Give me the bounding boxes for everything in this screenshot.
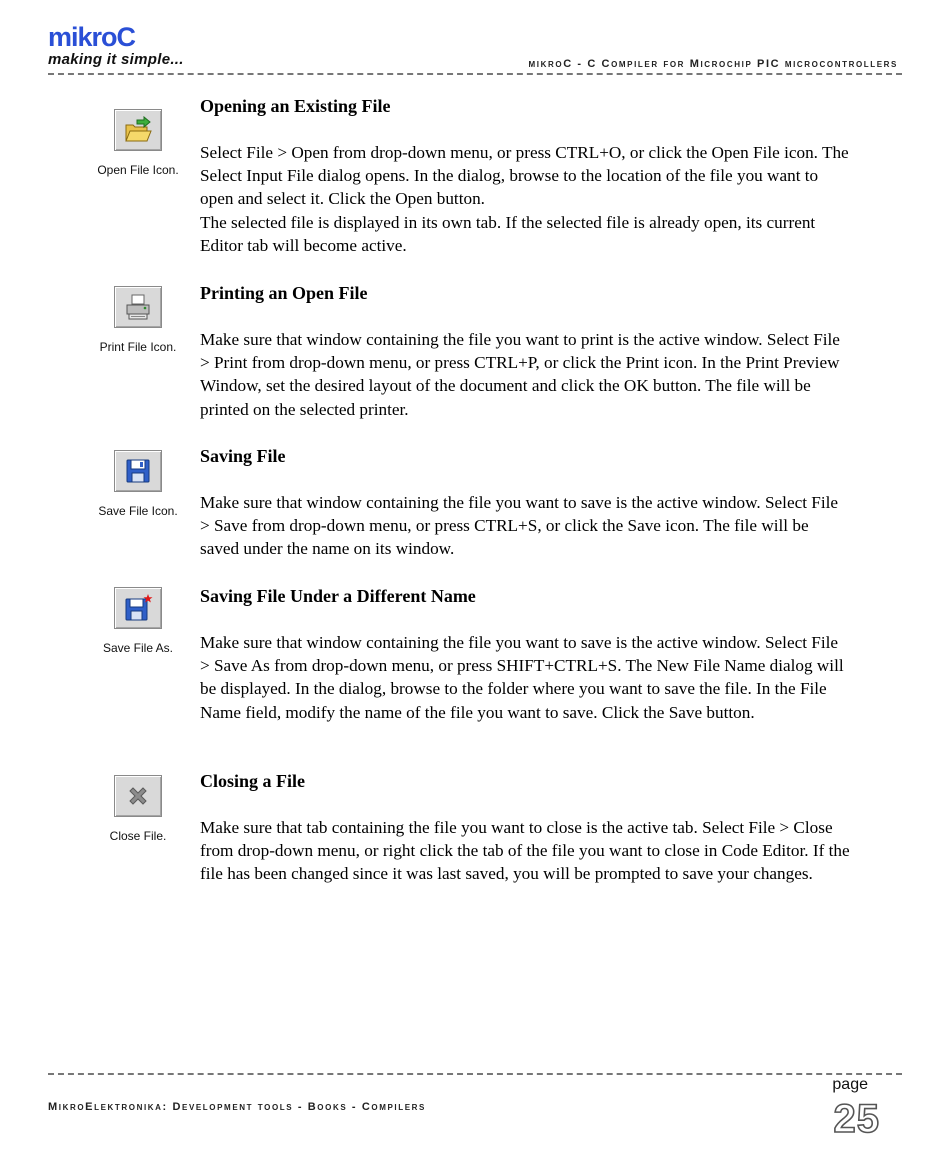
paragraph: The selected file is displayed in its own tab. If the selected file is already open, its current Editor tab will become active. <box>200 212 816 255</box>
page-number: 25 <box>833 1097 880 1141</box>
open-file-button[interactable] <box>114 109 162 151</box>
floppy-disk-icon <box>124 457 152 485</box>
icon-column <box>78 450 198 518</box>
save-file-button[interactable] <box>114 450 162 492</box>
section-body <box>200 141 850 257</box>
section-text <box>200 95 850 257</box>
icon-column <box>78 775 198 843</box>
section-title: Saving File <box>200 446 286 466</box>
section-text <box>200 585 850 724</box>
icon-caption: Open File Icon. <box>97 163 179 177</box>
footer-title: MikroElektronika: Development tools - Books - Compilers <box>48 1101 426 1113</box>
section-title: Printing an Open File <box>200 283 368 303</box>
section-body <box>200 491 850 561</box>
icon-column <box>78 109 198 177</box>
paragraph: Make sure that window containing the file you want to print is the active window. Select File > Print from drop-down menu, or press CTRL+P, or click the Print icon. In the Print Preview Window, set the desired layout of the document and click the OK button. The file will be printed on the selected printer. <box>200 330 840 419</box>
brand-block <box>48 22 184 68</box>
paragraph: Make sure that window containing the file you want to save is the active window. Select File > Save from drop-down menu, or press CTRL+S, or click the Save icon. The file will be saved under the name on its window. <box>200 493 839 559</box>
close-x-icon <box>125 783 151 809</box>
paragraph: Make sure that window containing the file you want to save is the active window. Select File > Save As from drop-down menu, or press SHIFT+CTRL+S. The New File Name dialog will be displayed. In the dialog, browse to the folder where you want to save the file. In the File Name field, modify the name of the file you want to save. Click the Save button. <box>200 633 844 722</box>
paragraph: Make sure that tab containing the file you want to close is the active tab. Select File > Close from drop-down menu, or right click the tab of the file you want to close in Code Editor. If the file has been changed since it was last saved, you will be prompted to save your changes. <box>200 818 850 884</box>
section-text <box>200 445 850 561</box>
open-folder-icon <box>123 116 153 144</box>
printer-icon <box>123 293 153 321</box>
header-divider <box>48 73 902 75</box>
close-file-button[interactable] <box>114 775 162 817</box>
icon-caption: Print File Icon. <box>99 340 177 354</box>
page-label: page <box>832 1076 868 1093</box>
print-file-button[interactable] <box>114 286 162 328</box>
brand-logo: mikroC <box>48 22 136 52</box>
footer-divider <box>48 1073 902 1075</box>
icon-caption: Close File. <box>109 829 167 843</box>
icon-caption: Save File Icon. <box>98 504 178 518</box>
save-as-icon <box>123 593 153 623</box>
section-title: Saving File Under a Different Name <box>200 586 476 606</box>
section-title: Closing a File <box>200 771 306 791</box>
section-body <box>200 328 850 421</box>
section-body <box>200 816 850 886</box>
section-title: Opening an Existing File <box>200 96 391 116</box>
icon-column <box>78 587 198 655</box>
header-title: mikroC - C Compiler for Microchip PIC microcontrollers <box>528 58 898 70</box>
section-body <box>200 631 850 724</box>
section-text <box>200 770 850 886</box>
icon-column <box>78 286 198 354</box>
brand-tagline: making it simple... <box>48 51 184 68</box>
save-as-button[interactable] <box>114 587 162 629</box>
paragraph: Select File > Open from drop-down menu, or press CTRL+O, or click the Open File icon. The Select Input File dialog opens. In the dialog, browse to the location of the file you want to open and select it. Click the Open button. <box>200 143 849 209</box>
section-text <box>200 282 850 421</box>
icon-caption: Save File As. <box>102 641 174 655</box>
